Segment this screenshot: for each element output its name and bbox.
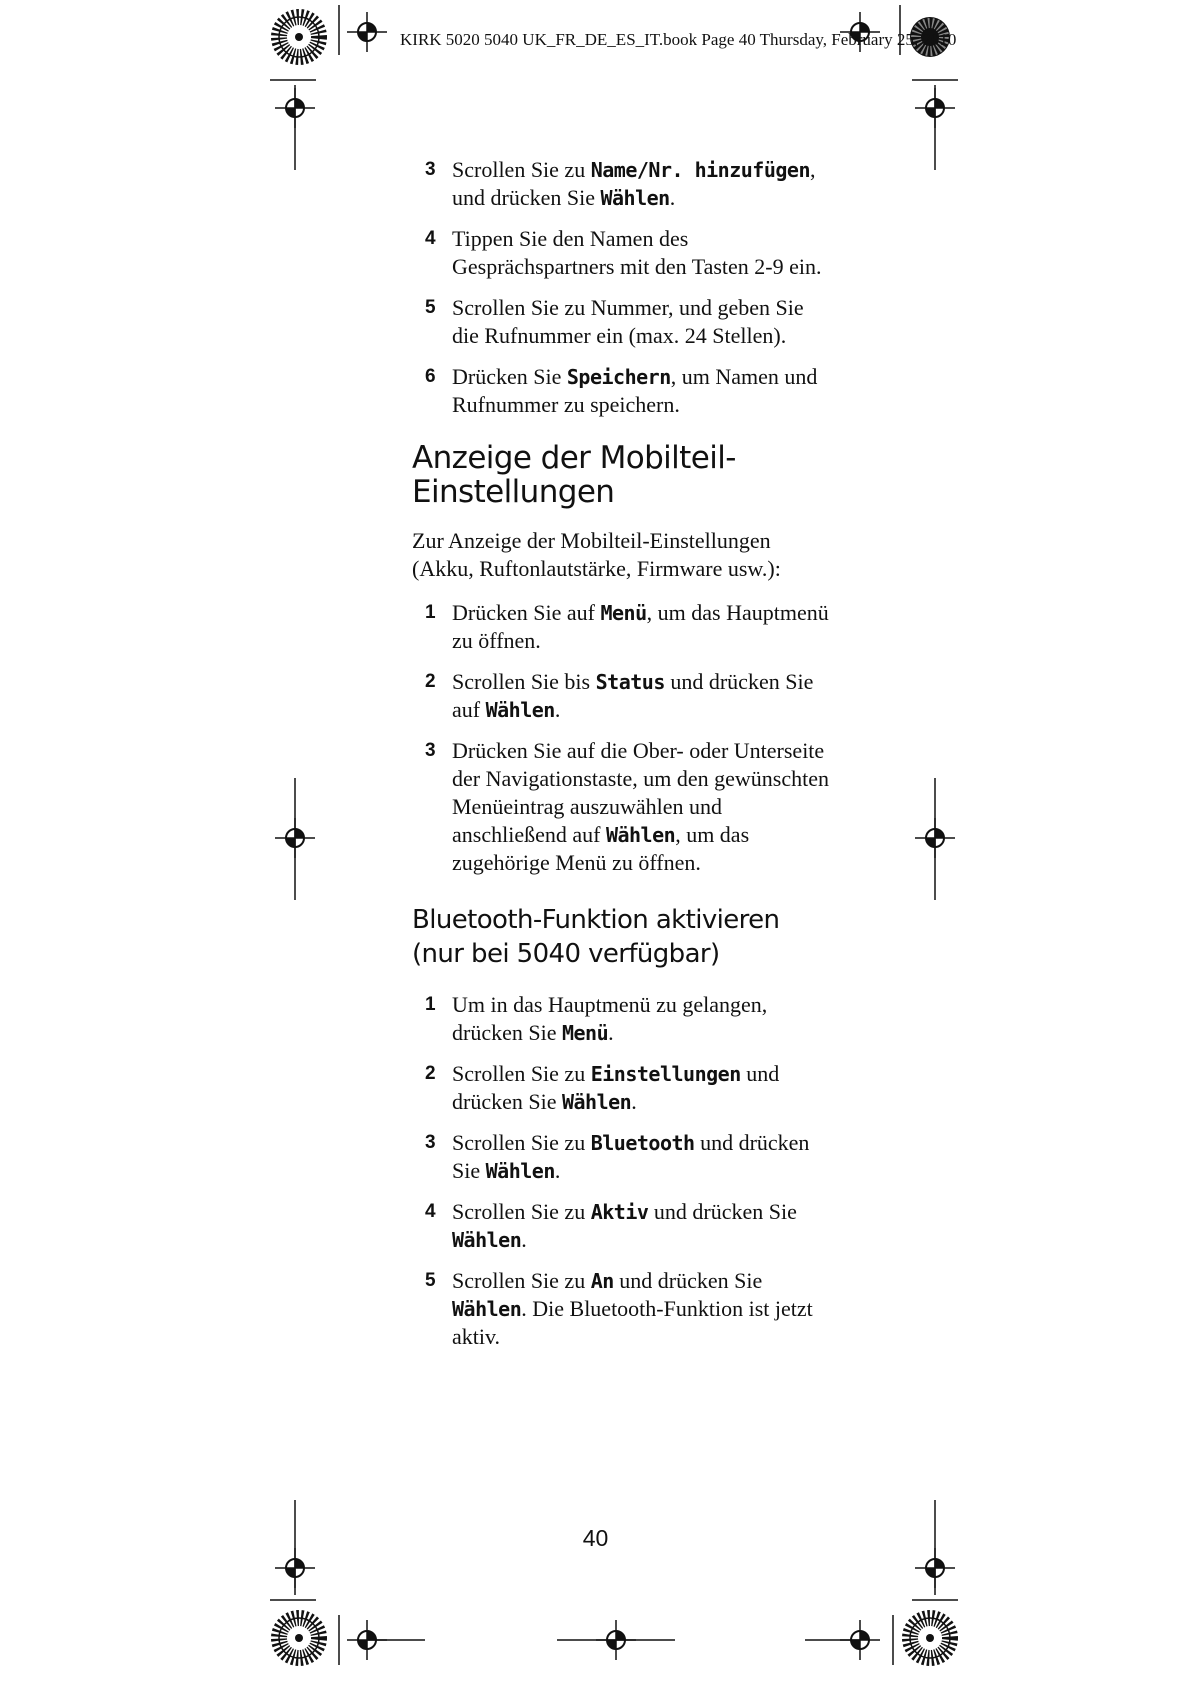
ui-label: Status [595, 670, 665, 694]
step-text: . [608, 1020, 614, 1045]
step-number: 3 [425, 159, 436, 180]
step-item [412, 1267, 832, 1351]
step-number: 5 [425, 297, 436, 318]
step-text: . [554, 1158, 561, 1183]
registration-mark [596, 1620, 636, 1660]
step-number: 6 [425, 366, 436, 387]
step-text: Scrollen Sie zu [452, 1061, 591, 1086]
step-item [412, 156, 832, 212]
step-text: , und drücken Sie [452, 157, 816, 210]
step-text: und drücken Sie [613, 1268, 763, 1293]
ui-label: Menü [600, 601, 647, 625]
ui-label: Speichern [566, 365, 671, 389]
continued-steps-list [412, 156, 832, 419]
step-text: und drücken Sie auf [452, 669, 814, 722]
step-number: 5 [425, 1270, 436, 1291]
step-item [412, 737, 832, 877]
step-item [412, 668, 832, 724]
step-text: und drücken Sie [648, 1199, 797, 1224]
step-item [412, 599, 832, 655]
step-text: Um in das Hauptmenü zu gelangen, drücken Sie [452, 992, 768, 1045]
color-target-top-left [279, 17, 319, 57]
step-text: , um das zugehörige Menü zu öffnen. [452, 822, 750, 875]
step-item [412, 225, 832, 281]
ui-label: Wählen [600, 186, 670, 210]
step-text: . [521, 1227, 527, 1252]
registration-mark [275, 1548, 315, 1588]
step-item [412, 294, 832, 350]
ui-label: An [590, 1269, 614, 1293]
registration-mark [915, 1548, 955, 1588]
step-number: 1 [425, 602, 436, 623]
ui-label: Wählen [485, 698, 555, 722]
step-number: 4 [425, 228, 436, 249]
step-item [412, 363, 832, 419]
step-text: . [669, 185, 676, 210]
main-content [412, 156, 832, 1364]
step-text: Scrollen Sie bis [452, 669, 596, 694]
ui-label: Aktiv [590, 1200, 649, 1224]
step-text: . [631, 1089, 637, 1114]
registration-mark [915, 88, 955, 128]
registration-mark [275, 88, 315, 128]
color-target-bottom-right [910, 1618, 950, 1658]
step-text: Scrollen Sie zu [452, 1199, 591, 1224]
ui-label: Wählen [605, 823, 676, 847]
step-number: 3 [425, 740, 436, 761]
ui-label: Bluetooth [590, 1131, 695, 1155]
step-text: , um das Hauptmenü zu öffnen. [452, 600, 829, 653]
bluetooth-steps-list [412, 991, 832, 1351]
section-heading-bluetooth: Bluetooth-Funktion aktivieren (nur bei 5040 verfügbar) [412, 905, 780, 969]
ui-label: Menü [561, 1021, 609, 1045]
step-item [412, 1198, 832, 1254]
step-text: Drücken Sie auf die Ober- oder Unterseite der Navigationstaste, um den gewünschten Menüeintrag auszuwählen und anschließend auf [452, 738, 829, 847]
step-text: Scrollen Sie zu [452, 1130, 591, 1155]
step-text: Drücken Sie [452, 364, 567, 389]
registration-mark [275, 818, 315, 858]
registration-mark [347, 12, 387, 52]
ui-label: Wählen [561, 1090, 632, 1114]
page-number: 40 [582, 1525, 609, 1551]
print-header: KIRK 5020 5040 UK_FR_DE_ES_IT.book Page 40 Thursday, February 25, 2010 [400, 30, 957, 49]
step-number: 3 [425, 1132, 436, 1153]
step-text: und drücken Sie [452, 1130, 810, 1183]
step-text: Tippen Sie den Namen des Gesprächspartners mit den Tasten 2-9 ein. [452, 226, 822, 279]
section-heading-settings: Anzeige der Mobilteil-Einstellungen [412, 440, 736, 510]
step-number: 4 [425, 1201, 436, 1222]
step-text: und drücken Sie [452, 1061, 780, 1114]
step-text: Scrollen Sie zu [452, 157, 591, 182]
step-number: 2 [425, 1063, 436, 1084]
step-item [412, 1129, 832, 1185]
step-number: 2 [425, 671, 436, 692]
settings-steps-list [412, 599, 832, 877]
step-text: Scrollen Sie zu [452, 1268, 591, 1293]
registration-mark [915, 818, 955, 858]
step-text: . Die Bluetooth-Funktion ist jetzt aktiv. [452, 1296, 813, 1349]
step-item [412, 991, 832, 1047]
registration-mark [840, 1620, 880, 1660]
settings-intro: Zur Anzeige der Mobilteil-Einstellungen (Akku, Ruftonlautstärke, Firmware usw.): [412, 528, 781, 581]
step-text: Scrollen Sie zu Nummer, und geben Sie die Rufnummer ein (max. 24 Stellen). [452, 295, 804, 348]
step-text: Drücken Sie auf [452, 600, 601, 625]
step-text: . [554, 697, 561, 722]
step-number: 1 [425, 994, 436, 1015]
ui-label: Wählen [452, 1228, 522, 1252]
ui-label: Wählen [452, 1297, 522, 1321]
step-text: , um Namen und Rufnummer zu speichern. [452, 364, 818, 417]
ui-label: Wählen [485, 1159, 555, 1183]
color-target-bottom-left [279, 1618, 319, 1658]
ui-label: Name/Nr. hinzufügen [590, 158, 810, 182]
ui-label: Einstellungen [590, 1062, 741, 1086]
step-item [412, 1060, 832, 1116]
